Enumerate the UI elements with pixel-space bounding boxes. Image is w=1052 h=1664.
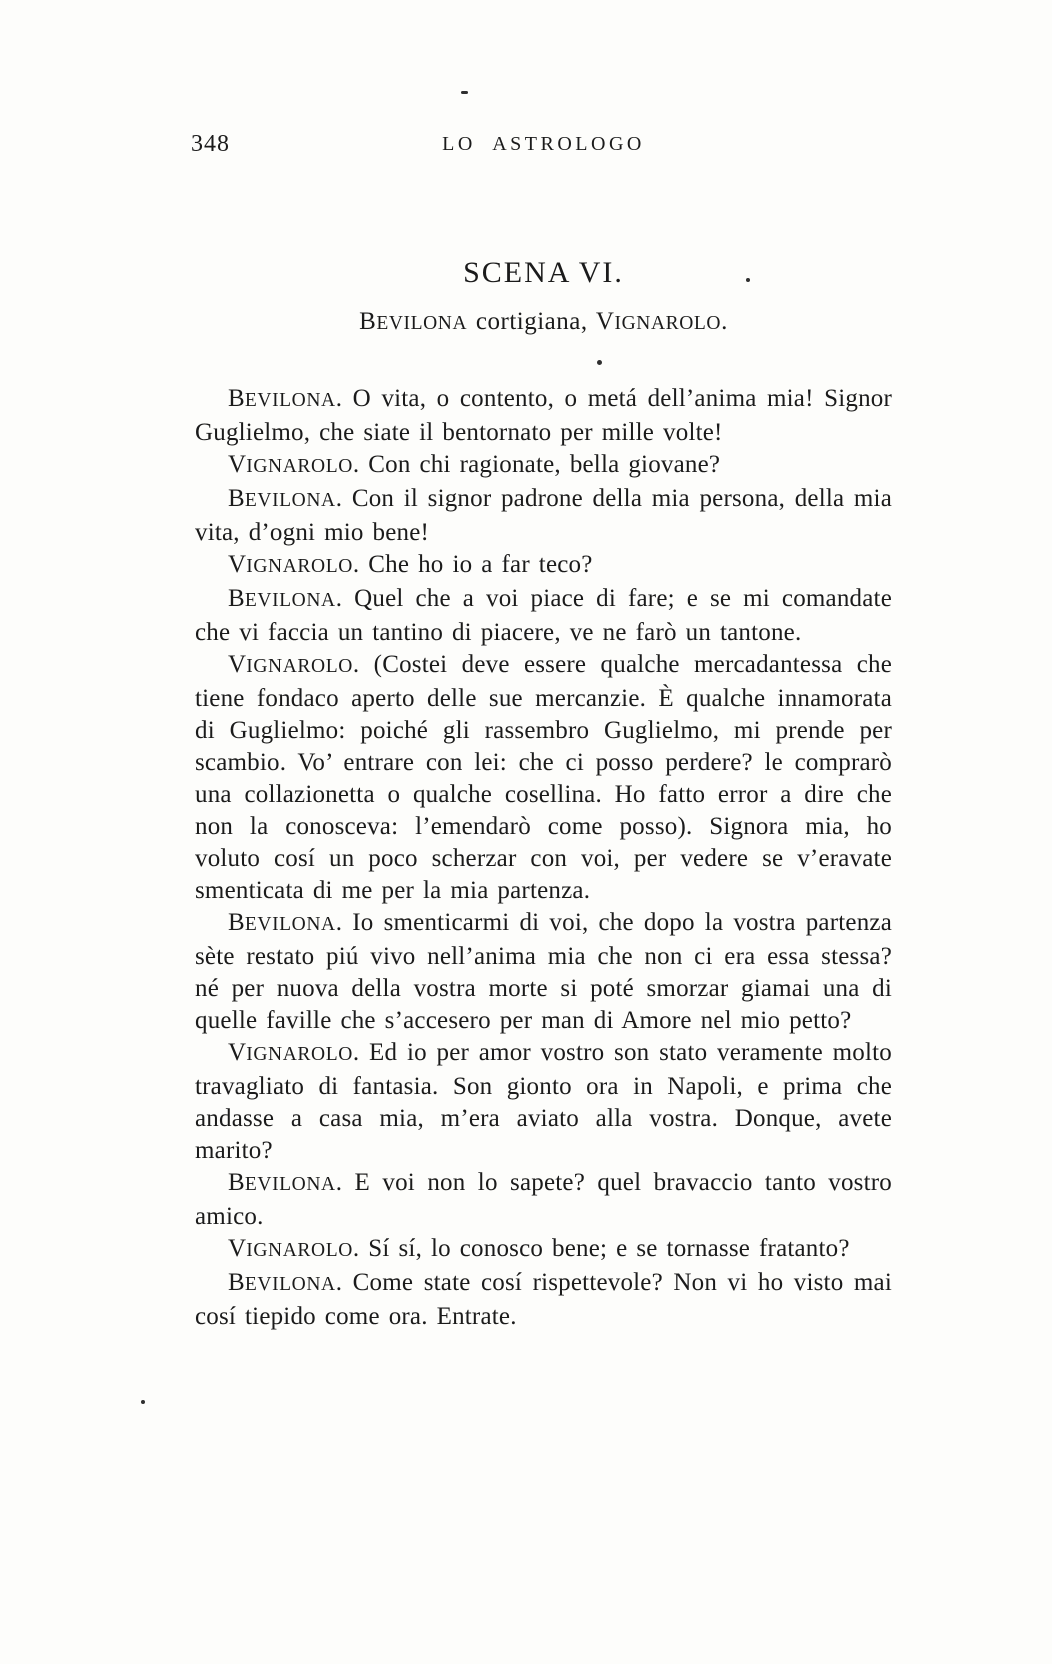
small-caps-name: BEVILONA [228,385,336,412]
speaker-name [228,385,336,412]
dialogue-paragraph [195,1267,892,1333]
dialogue [195,383,892,1333]
dialogue-paragraph [195,1167,892,1233]
dialogue-text: . Con il signor padrone della mia persona, della mia vita, d’ogni mio bene! [195,485,892,546]
small-caps-name: BEVILONA [228,1169,336,1196]
dialogue-text: . Con chi ragionate, bella giovane? [352,451,721,478]
page-header [191,130,892,158]
dialogue-paragraph [195,383,892,449]
dialogue-text: . Quel che a voi piace di fare; e se mi comandate che vi faccia un tantino di piacere, ve ne farò un tantone. [195,585,892,646]
character-list: BEVILONA cortigiana, VIGNAROLO. [359,308,728,335]
small-caps-name: BEVILONA [228,485,336,512]
small-caps-name: BEVILONA [228,585,336,612]
speaker-name [228,451,353,478]
dialogue-paragraph [195,649,892,907]
running-title: LO ASTROLOGO [442,133,645,155]
speaker-name [228,485,336,512]
small-caps-name: VIGNAROLO [228,551,353,578]
speaker-name [228,1039,353,1066]
dialogue-text: . E voi non lo sapete? quel bravaccio tanto vostro amico. [195,1169,892,1230]
scene-heading: SCENA VI. [463,256,624,289]
dialogue-paragraph [195,1037,892,1167]
speaker-name [228,551,353,578]
dialogue-paragraph [195,583,892,649]
speaker-name [228,651,353,678]
dialogue-paragraph [195,907,892,1037]
small-caps-name: BEVILONA [228,909,336,936]
small-caps-name: VIGNAROLO [228,1235,353,1262]
dialogue-paragraph [195,1233,892,1267]
page-number: 348 [191,131,230,157]
dialogue-text: . Ed io per amor vostro son stato veramente molto travagliato di fantasia. Son gionto ora in Napoli, e prima che andasse a casa mia, m’era aviato alla vostra. Donque, avete marito? [195,1039,892,1164]
dialogue-paragraph [195,449,892,483]
small-caps-name: VIGNAROLO [228,451,353,478]
ink-speck [746,278,750,282]
small-caps-name: BEVILONA [228,1269,336,1296]
dialogue-text: . Come state cosí rispettevole? Non vi ho visto mai cosí tiepido come ora. Entrate. [195,1269,892,1330]
small-caps-name: VIGNAROLO [228,651,353,678]
small-caps-name: VIGNAROLO [228,1039,353,1066]
dialogue-paragraph [195,483,892,549]
dialogue-text: . Sí sí, lo conosco bene; e se tornasse fratanto? [352,1235,850,1262]
speaker-name [228,585,336,612]
dialogue-paragraph [195,549,892,583]
small-caps-name: VIGNAROLO [595,308,722,335]
ink-speck [461,91,468,94]
speaker-name [228,1235,353,1262]
speaker-name [228,1269,336,1296]
dialogue-text: . Che ho io a far teco? [352,551,593,578]
small-caps-name: BEVILONA [359,308,468,335]
ink-speck [141,1400,145,1404]
ink-speck [597,360,602,365]
speaker-name [228,1169,336,1196]
speaker-name [228,909,336,936]
dialogue-text: . O vita, o contento, o metá dell’anima mia! Signor Guglielmo, che siate il bentornato per mille volte! [195,385,892,446]
dialogue-text: . Io smenticarmi di voi, che dopo la vostra partenza sète restato piú vivo nell’anima mia che non ci era essa stessa? né per nuova della vostra morte si poté smorzar giamai una di quelle faville che s’accesero per man di Amore nel mio petto? [195,909,892,1034]
dialogue-text: . (Costei deve essere qualche mercadantessa che tiene fondaco aperto delle sue mercanzie. È qualche innamorata di Guglielmo: poiché gli rassembro Guglielmo, mi prende per scambio. Vo’ entrare con lei: che ci posso perdere? le comprarò una collazionetta o qualche cosellina. Ho fatto error a dire che non la conosceva: l’emendarò come posso). Signora mia, ho voluto cosí un poco scherzar con voi, per vedere se v’eravate smenticata di me per la mia partenza. [195,651,892,904]
